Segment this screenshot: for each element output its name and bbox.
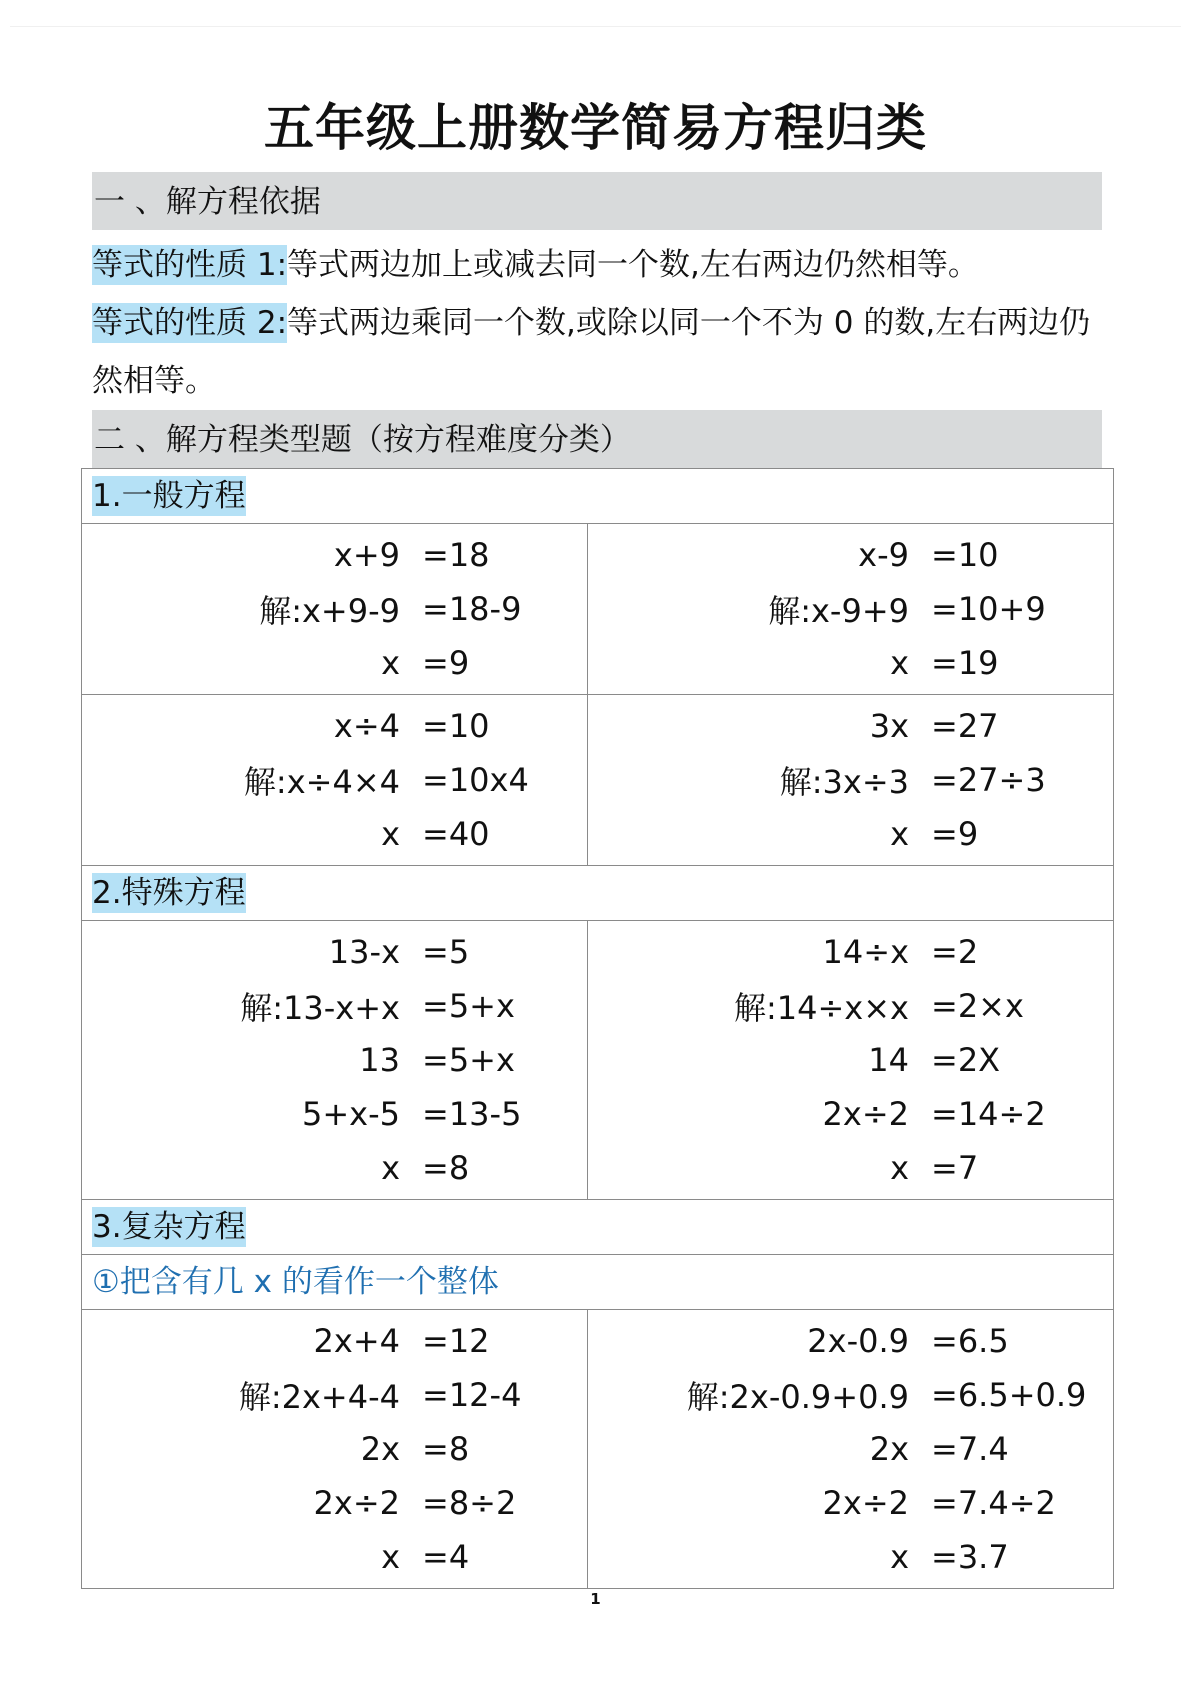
equation-lhs: x [890,1538,909,1576]
equation-step [82,925,587,979]
equation-lhs: 2x+4 [313,1322,400,1360]
equation-step [588,1087,1113,1141]
equation-rhs: =10x4 [422,761,529,799]
equation-lhs: x [381,815,400,853]
equation-step [82,1141,587,1195]
group-heading [82,1200,1114,1255]
equation-rhs: =9 [422,644,470,682]
equation-step [588,1141,1113,1195]
equation-rhs: =2×x [931,987,1024,1025]
equation-cell [82,1310,588,1589]
equation-step [588,1314,1113,1368]
equation-lhs: 解:3x÷3 [779,763,909,801]
equation-step [588,528,1113,582]
equation-rhs: =13-5 [422,1095,522,1133]
equation-lhs: 解:2x+4-4 [238,1378,400,1416]
property-1-label: 等式的性质 1: [92,247,288,283]
equation-step [588,807,1113,861]
equation-lhs: 解:2x-0.9+0.9 [686,1378,909,1416]
equation-rhs: =5+x [422,987,515,1025]
equation-step [82,979,587,1033]
equation-step [588,979,1113,1033]
equation-step [82,1368,587,1422]
page-number: 1 [590,1590,601,1608]
equation-step [82,753,587,807]
equation-lhs: 13 [359,1041,400,1079]
equation-step [82,1422,587,1476]
equation-step [588,1422,1113,1476]
equation-lhs: 3x [869,707,909,745]
equation-lhs: 解:x+9-9 [259,592,400,630]
equation-rhs: =40 [422,815,490,853]
equation-rhs: =6.5 [931,1322,1009,1360]
equation-lhs: 2x÷2 [822,1484,909,1522]
equation-rhs: =4 [422,1538,470,1576]
equation-cell [588,921,1114,1200]
equation-step [82,699,587,753]
equation-lhs: 解:x÷4×4 [243,763,400,801]
equation-step [588,1033,1113,1087]
property-2-label: 等式的性质 2: [92,305,288,341]
equation-cell [82,695,588,866]
equation-step [82,1530,587,1584]
equation-step [588,1368,1113,1422]
equation-lhs: 2x÷2 [822,1095,909,1133]
equation-cell [588,1310,1114,1589]
equation-rhs: =14÷2 [931,1095,1046,1133]
equation-rhs: =9 [931,815,979,853]
equation-lhs: 2x [360,1430,400,1468]
equation-rhs: =2 [931,933,979,971]
equation-rhs: =7.4÷2 [931,1484,1056,1522]
equation-rhs: =7.4 [931,1430,1009,1468]
equation-lhs: 5+x-5 [301,1095,400,1133]
equation-lhs: x [890,644,909,682]
property-2-text: 等式两边乘同一个数,或除以同一个不为 0 的数,左右两边仍然相等。 [92,305,1091,399]
equation-rhs: =3.7 [931,1538,1009,1576]
page-title: 五年级上册数学简易方程归类 [264,99,927,157]
equation-lhs: 2x [869,1430,909,1468]
equation-lhs: x [890,1149,909,1187]
group-title: 3.复杂方程 [92,1209,246,1245]
equation-rhs: =7 [931,1149,979,1187]
equation-rhs: =5 [422,933,470,971]
equation-rhs: =27÷3 [931,761,1046,799]
equation-rhs: =18 [422,536,490,574]
equation-rhs: =19 [931,644,999,682]
equation-cell [588,695,1114,866]
group-subtitle: ①把含有几 x 的看作一个整体 [82,1255,1114,1310]
equation-rhs: =18-9 [422,590,522,628]
equation-lhs: 解:14÷x×x [733,989,909,1027]
equation-step [588,582,1113,636]
equation-lhs: 13-x [328,933,400,971]
group-title: 2.特殊方程 [92,875,246,911]
group-heading [82,866,1114,921]
equation-table [81,468,1114,1589]
property-1 [92,236,1112,294]
equation-lhs: x÷4 [333,707,400,745]
equation-rhs: =10 [422,707,490,745]
equation-step [82,1033,587,1087]
equation-cell [82,921,588,1200]
equation-lhs: 解:13-x+x [240,989,400,1027]
equation-lhs: 14÷x [822,933,909,971]
equation-step [82,1087,587,1141]
equation-rhs: =27 [931,707,999,745]
equation-rhs: =8 [422,1430,470,1468]
equation-step [82,1314,587,1368]
section-heading-basis: 一 、解方程依据 [92,172,1102,230]
equation-step [82,807,587,861]
equation-rhs: =5+x [422,1041,515,1079]
equation-rhs: =6.5+0.9 [931,1376,1087,1414]
equation-step [82,636,587,690]
equation-step [588,636,1113,690]
equation-lhs: 14 [868,1041,909,1079]
equation-lhs: 2x-0.9 [807,1322,909,1360]
property-2 [92,294,1107,410]
equation-rhs: =8÷2 [422,1484,517,1522]
equation-rhs: =12 [422,1322,490,1360]
equation-step [82,1476,587,1530]
equation-lhs: x [890,815,909,853]
equation-lhs: 解:x-9+9 [768,592,909,630]
equation-rhs: =8 [422,1149,470,1187]
equation-lhs: x [381,644,400,682]
equation-step [82,582,587,636]
top-divider [10,26,1181,27]
equation-step [588,1530,1113,1584]
equation-step [588,925,1113,979]
equation-step [588,1476,1113,1530]
section-heading-types: 二 、解方程类型题（按方程难度分类） [92,410,1102,468]
equation-rhs: =12-4 [422,1376,522,1414]
equation-cell [588,524,1114,695]
group-title: 1.一般方程 [92,478,246,514]
equation-rhs: =10 [931,536,999,574]
group-heading [82,469,1114,524]
equation-rhs: =10+9 [931,590,1046,628]
equation-rhs: =2X [931,1041,1001,1079]
property-1-text: 等式两边加上或减去同一个数,左右两边仍然相等。 [287,247,979,283]
equation-lhs: 2x÷2 [313,1484,400,1522]
equation-step [82,528,587,582]
equation-step [588,753,1113,807]
equation-lhs: x-9 [858,536,909,574]
equation-cell [82,524,588,695]
equation-lhs: x+9 [333,536,400,574]
equation-step [588,699,1113,753]
equation-lhs: x [381,1538,400,1576]
equation-lhs: x [381,1149,400,1187]
